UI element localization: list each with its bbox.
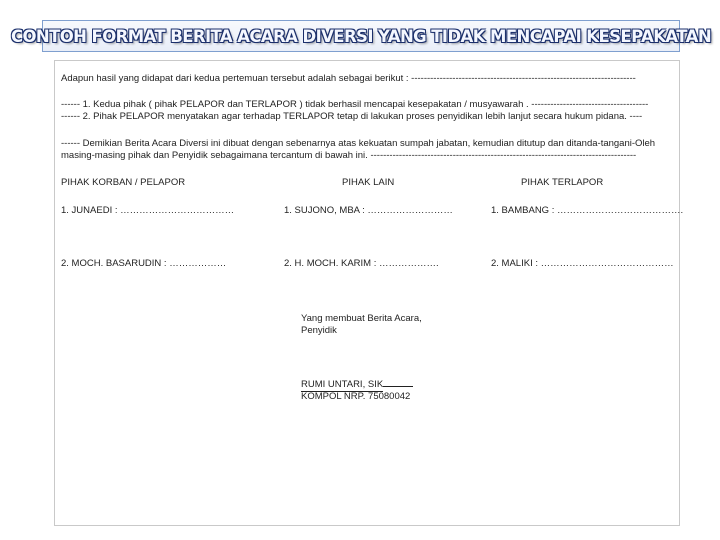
- signatory-name: [301, 379, 413, 391]
- point-2: ------ 2. Pihak PELAPOR menyatakan agar terhadap TERLAPOR tetap di lakukan proses penyidikan lebih lanjut secara hukum pidana. ----: [61, 111, 643, 122]
- document-title: CONTOH FORMAT BERITA ACARA DIVERSI YANG TIDAK MENCAPAI KESEPAKATAN: [10, 26, 712, 46]
- signature-underline: [383, 385, 413, 387]
- lain-header: PIHAK LAIN: [342, 177, 395, 188]
- signatory-rank: KOMPOL NRP. 75080042: [301, 391, 411, 402]
- korban-item-1: 1. JUNAEDI : ………………………………: [61, 205, 235, 216]
- lain-item-2: 2. H. MOCH. KARIM : ……………….: [284, 258, 439, 269]
- terlapor-header: PIHAK TERLAPOR: [521, 177, 604, 188]
- signatory-name-text: RUMI UNTARI, SIK: [301, 379, 384, 390]
- signature-line-2: Penyidik: [301, 325, 337, 336]
- terlapor-item-1: 1. BAMBANG : ………………………………….: [491, 205, 684, 216]
- korban-item-2: 2. MOCH. BASARUDIN : ………………: [61, 258, 227, 269]
- korban-header: PIHAK KORBAN / PELAPOR: [61, 177, 186, 188]
- intro-text: Adapun hasil yang didapat dari kedua pertemuan tersebut adalah sebagai berikut : -----------------------------------------------------------------------: [61, 73, 636, 84]
- terlapor-item-2: 2. MALIKI : ……………………………………: [491, 258, 674, 269]
- point-1: ------ 1. Kedua pihak ( pihak PELAPOR dan TERLAPOR ) tidak berhasil mencapai kesepakatan / musyawarah . -------------------------------------: [61, 99, 649, 110]
- lain-item-1: 1. SUJONO, MBA : ………………………: [284, 205, 453, 216]
- closing-text: ------ Demikian Berita Acara Diversi ini dibuat dengan sebenarnya atas kekuatan sumpah jabatan, kemudian ditutup dan ditanda-tangani-Oleh masing-masing pihak dan Penyidik sebagaimana tercantum di bawah ini. ------------------------------------------------------------------------------------: [61, 138, 656, 161]
- signature-line-1: Yang membuat Berita Acara,: [301, 313, 422, 324]
- title-banner: [10, 20, 712, 52]
- document-frame: [54, 60, 684, 526]
